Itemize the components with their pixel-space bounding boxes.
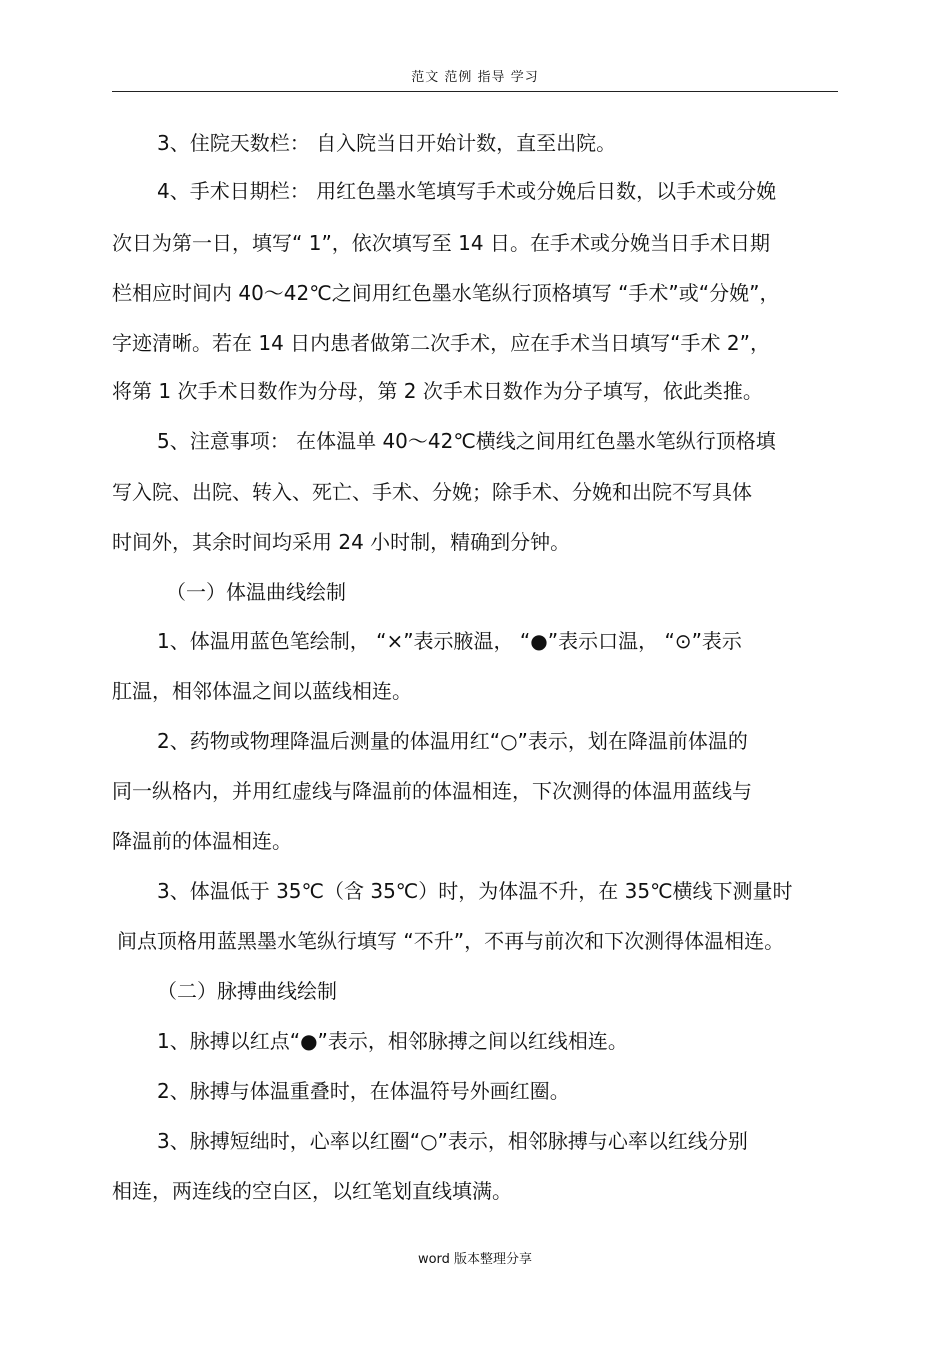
section-heading: （一）体温曲线绘制: [166, 580, 346, 604]
header-rule: [112, 91, 838, 92]
paragraph-line: 2、药物或物理降温后测量的体温用红“○”表示，划在降温前体温的: [157, 729, 748, 753]
page-header: 范文 范例 指导 学习: [411, 70, 539, 85]
paragraph-line: 降温前的体温相连。: [112, 829, 292, 853]
paragraph-line: 3、脉搏短绌时，心率以红圈“○”表示，相邻脉搏与心率以红线分别: [157, 1129, 748, 1153]
page-footer: word 版本整理分享: [417, 1252, 533, 1267]
paragraph-line: 肛温，相邻体温之间以蓝线相连。: [112, 679, 412, 703]
paragraph-line: 3、住院天数栏： 自入院当日开始计数，直至出院。: [157, 131, 617, 155]
paragraph-line: 次日为第一日，填写“ 1”，依次填写至 14 日。在手术或分娩当日手术日期: [112, 231, 770, 255]
paragraph-line: 将第 1 次手术日数作为分母，第 2 次手术日数作为分子填写，依此类推。: [112, 379, 763, 403]
paragraph-line: 4、手术日期栏： 用红色墨水笔填写手术或分娩后日数，以手术或分娩: [157, 179, 777, 203]
paragraph-line: 相连，两连线的空白区，以红笔划直线填满。: [112, 1179, 512, 1203]
paragraph-line: 5、注意事项： 在体温单 40～42℃横线之间用红色墨水笔纵行顶格填: [157, 429, 776, 453]
section-heading: （二）脉搏曲线绘制: [157, 979, 337, 1003]
paragraph-line: 2、脉搏与体温重叠时，在体温符号外画红圈。: [157, 1079, 570, 1103]
paragraph-line: 写入院、出院、转入、死亡、手术、分娩；除手术、分娩和出院不写具体: [112, 480, 752, 504]
paragraph-line: 同一纵格内，并用红虚线与降温前的体温相连，下次测得的体温用蓝线与: [112, 779, 752, 803]
paragraph-line: 1、体温用蓝色笔绘制， “×”表示腋温， “●”表示口温， “⊙”表示: [157, 629, 742, 653]
paragraph-line: 时间外，其余时间均采用 24 小时制，精确到分钟。: [112, 530, 571, 554]
paragraph-line: 栏相应时间内 40～42℃之间用红色墨水笔纵行顶格填写 “手术”或“分娩”，: [112, 281, 780, 305]
paragraph-line: 3、体温低于 35℃（含 35℃）时，为体温不升，在 35℃横线下测量时: [157, 879, 793, 903]
paragraph-line: 1、脉搏以红点“●”表示，相邻脉搏之间以红线相连。: [157, 1029, 628, 1053]
paragraph-line: 间点顶格用蓝黑墨水笔纵行填写 “不升”，不再与前次和下次测得体温相连。: [117, 929, 785, 953]
paragraph-line: 字迹清晰。若在 14 日内患者做第二次手术，应在手术当日填写“手术 2”，: [112, 331, 770, 355]
